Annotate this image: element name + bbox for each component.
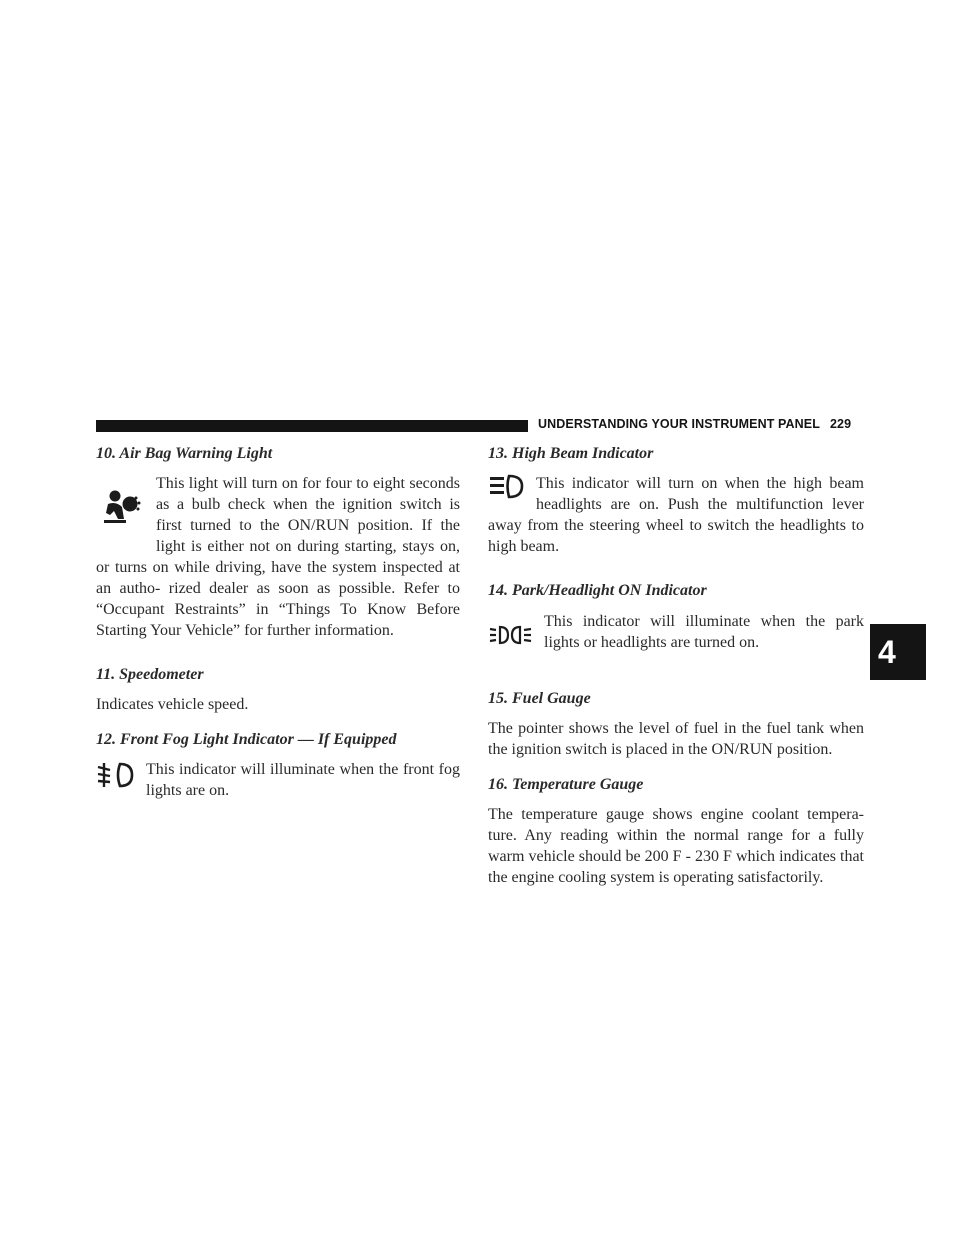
park-headlight-icon (488, 622, 536, 656)
header-title: UNDERSTANDING YOUR INSTRUMENT PANEL (538, 417, 820, 431)
running-header (538, 417, 868, 431)
section-title-temp: 16. Temperature Gauge (488, 776, 644, 793)
section-title-fuel: 15. Fuel Gauge (488, 690, 591, 707)
section-body-temp: The temperature gauge shows engine coolant tempera- ture. Any reading within the normal range for a fully warm vehicle should be 200 F - 230 F which indicates that the engine cooling system is operating satisfactorily. (488, 806, 864, 886)
header-rule (96, 420, 528, 432)
section-body-airbag: This light will turn on for four to eight seconds as a bulb check when the ignition switch is first turned to the ON/RUN position. If the light is either not on during starting, stays on, or turns on while driving, have the system inspected at an autho- rized dealer as soon as possible. Refer to “Occupant Restraints” in “Things To Know Before Starting Your Vehicle” for further information. (96, 475, 460, 639)
section-title-highbeam: 13. High Beam Indicator (488, 445, 654, 462)
section-park (488, 580, 864, 662)
section-highbeam (488, 443, 864, 566)
section-body-fuel: The pointer shows the level of fuel in the fuel tank when the ignition switch is placed in the ON/RUN position. (488, 720, 864, 758)
chapter-tab: 4 (870, 624, 926, 680)
section-fog (96, 729, 460, 810)
section-title-airbag: 10. Air Bag Warning Light (96, 445, 273, 462)
right-column (488, 443, 864, 902)
section-airbag (96, 443, 460, 650)
section-body-fog: This indicator will illuminate when the front fog lights are on. (146, 761, 460, 799)
section-body-park: This indicator will illuminate when the park lights or headlights are turned on. (544, 613, 864, 651)
section-title-fog: 12. Front Fog Light Indicator — If Equipped (96, 731, 397, 748)
section-fuel (488, 688, 864, 760)
section-speedometer (96, 664, 460, 715)
airbag-warning-icon (100, 489, 148, 533)
section-title-speedometer: 11. Speedometer (96, 666, 204, 683)
left-column (96, 443, 460, 824)
section-body-speedometer: Indicates vehicle speed. (96, 696, 249, 713)
section-title-park: 14. Park/Headlight ON Indicator (488, 582, 707, 599)
high-beam-icon (488, 474, 530, 504)
page-number: 229 (829, 417, 852, 431)
section-temp (488, 774, 864, 888)
front-fog-light-icon (96, 761, 140, 797)
section-body-highbeam: This indicator will turn on when the high beam headlights are on. Push the multifunction lever away from the steering wheel to switch the headlights to high beam. (488, 475, 864, 555)
